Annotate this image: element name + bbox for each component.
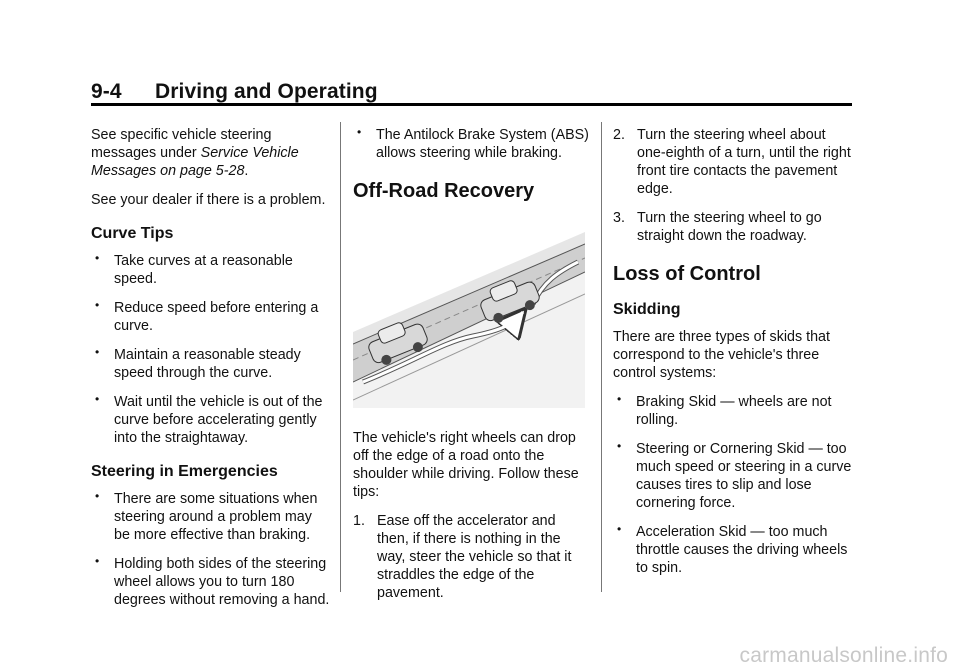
list-item: • Wait until the vehicle is out of the curve before accelerating gently into the straightaway. (95, 392, 323, 446)
bullet-icon: • (95, 489, 100, 503)
bullet-icon: • (357, 125, 362, 139)
list-item: • Steering or Cornering Skid — too much speed or steering in a curve causes tires to slip and lose cornering force. (617, 439, 852, 511)
off-road-recovery-heading: Off-Road Recovery (353, 180, 535, 202)
dealer-paragraph: See your dealer if there is a problem. (91, 192, 326, 208)
bullet-icon: • (95, 251, 100, 265)
recovery-steps-continued (613, 126, 853, 245)
bullet-icon: • (95, 345, 100, 359)
skidding-paragraph: There are three types of skids that correspond to the vehicle's three control systems: (613, 329, 830, 381)
column-divider (601, 122, 602, 592)
curve-tips-heading: Curve Tips (91, 225, 174, 242)
list-item: • Braking Skid — wheels are not rolling. (617, 392, 832, 428)
cross-reference-link[interactable]: Service Vehicle Messages on page 5-28 (91, 145, 299, 179)
list-item: • Acceleration Skid — too much throttle causes the driving wheels to spin. (617, 522, 848, 576)
bullet-icon: • (617, 439, 622, 453)
curve-tips-list (91, 252, 331, 447)
page-number: 9-4 (91, 80, 122, 103)
step-number: 1. (353, 513, 365, 529)
bullet-icon: • (95, 554, 100, 568)
list-item: • Maintain a reasonable steady speed through the curve. (95, 345, 301, 381)
list-item: • Holding both sides of the steering wheel allows you to turn 180 degrees without removing a hand. (95, 554, 330, 608)
column-divider (340, 122, 341, 592)
skid-types-list (613, 393, 853, 577)
column-1 (91, 126, 331, 620)
step-number: 3. (613, 210, 625, 226)
list-item: 1. Ease off the accelerator and then, if there is nothing in the way, steer the vehicle so that it straddles the edge of the pavement. (353, 513, 572, 601)
list-item: 3. Turn the steering wheel to go straight down the roadway. (613, 210, 822, 244)
skidding-heading: Skidding (613, 301, 681, 318)
bullet-icon: • (95, 298, 100, 312)
off-road-recovery-illustration (353, 232, 585, 408)
bullet-icon: • (95, 392, 100, 406)
column-2 (353, 126, 589, 613)
list-item: • The Antilock Brake System (ABS) allows steering while braking. (357, 125, 589, 161)
recovery-steps-list (353, 512, 589, 602)
list-item: • Take curves at a reasonable speed. (95, 251, 293, 287)
column-3 (613, 126, 853, 588)
list-item: • There are some situations when steering around a problem may be more effective than braking. (95, 489, 318, 543)
step-number: 2. (613, 127, 625, 143)
loss-of-control-heading: Loss of Control (613, 263, 761, 285)
list-item: 2. Turn the steering wheel about one-eighth of a turn, until the right front tire contacts the pavement edge. (613, 127, 851, 197)
intro-paragraph: See specific vehicle steering messages under Service Vehicle Messages on page 5-28. (91, 127, 299, 179)
emergency-tips-list (91, 490, 331, 609)
section-title: Driving and Operating (155, 80, 378, 103)
recovery-paragraph: The vehicle's right wheels can drop off the edge of a road onto the shoulder while driving. Follow these tips: (353, 430, 579, 500)
watermark: carmanualsonline.info (739, 644, 948, 667)
steering-emergencies-heading: Steering in Emergencies (91, 463, 278, 480)
header-rule (91, 103, 852, 106)
abs-list (353, 126, 589, 162)
bullet-icon: • (617, 522, 622, 536)
list-item: • Reduce speed before entering a curve. (95, 298, 319, 334)
bullet-icon: • (617, 392, 622, 406)
